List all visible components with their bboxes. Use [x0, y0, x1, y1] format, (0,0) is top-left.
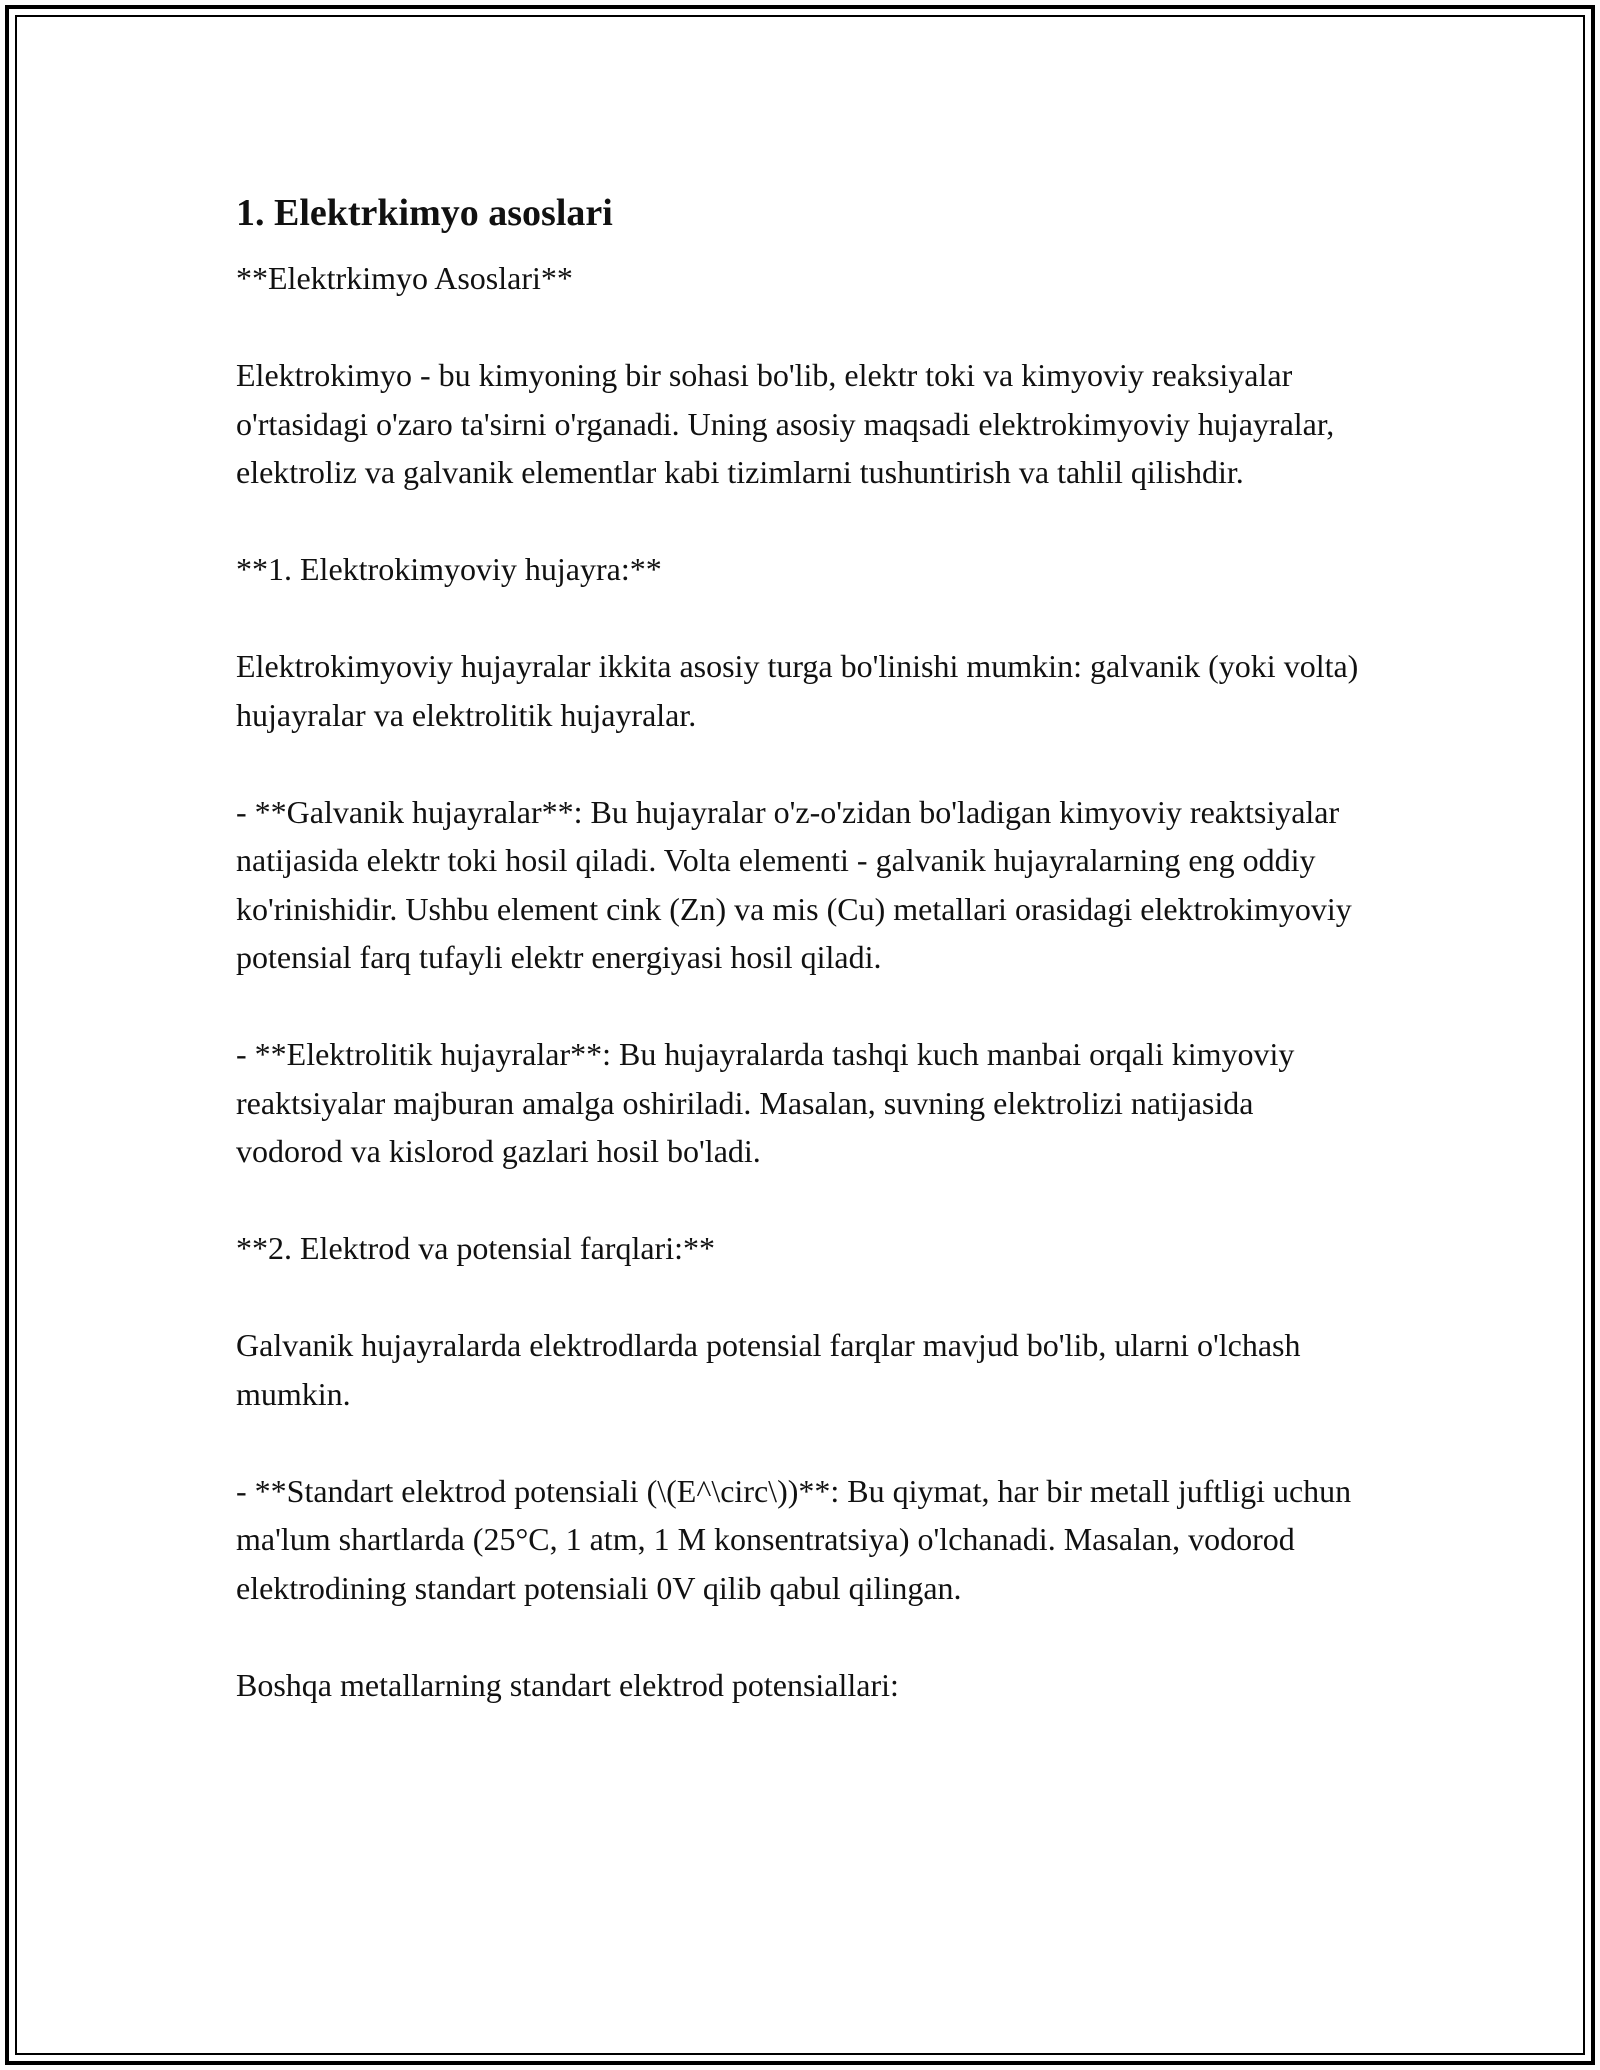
subheading-elektrkimyo-asoslari: **Elektrkimyo Asoslari** [236, 260, 573, 296]
document-body [236, 186, 1366, 1758]
section-heading-hujayra: **1. Elektrokimyoviy hujayra:** [236, 551, 662, 587]
potensial-paragraph: Galvanik hujayralarda elektrodlarda potensial farqlar mavjud bo'lib, ularni o'lchash mumkin. [236, 1327, 1301, 1412]
section-heading-potensial: **2. Elektrod va potensial farqlari:** [236, 1230, 715, 1266]
galvanik-list-item: - **Galvanik hujayralar**: Bu hujayralar o'z-o'zidan bo'ladigan kimyoviy reaktsiyalar natijasida elektr toki hosil qiladi. Volta elementi - galvanik hujayralarning eng oddiy ko'rinishidir. Ushbu element cink (Zn) va mis (Cu) metallari orasidagi elektrokimyoviy potensial farq tufayli elektr energiyasi hosil qiladi. [236, 793, 1352, 975]
elektrolitik-list-item: - **Elektrolitik hujayralar**: Bu hujayralarda tashqi kuch manbai orqali kimyoviy reaktsiyalar majburan amalga oshiriladi. Masalan, suvning elektrolizi natijasida vodorod va kislorod gazlari hosil bo'ladi. [236, 1036, 1295, 1169]
page-title: 1. Elektrkimyo asoslari [236, 192, 613, 234]
intro-paragraph: Elektrokimyo - bu kimyoning bir sohasi bo'lib, elektr toki va kimyoviy reaksiyalar o'rtasidagi o'zaro ta'sirni o'rganadi. Uning asosiy maqsadi elektrokimyoviy hujayralar, elektroliz va galvanik elementlar kabi tizimlarni tushuntirish va tahlil qilishdir. [236, 357, 1335, 490]
standart-potensial-list-item: - **Standart elektrod potensiali (\(E^\circ\))**: Bu qiymat, har bir metall juftligi uchun ma'lum shartlarda (25°C, 1 atm, 1 M konsentratsiya) o'lchanadi. Masalan, vodorod elektrodining standart potensiali 0V qilib qabul qilingan. [236, 1472, 1352, 1606]
boshqa-metallar-paragraph: Boshqa metallarning standart elektrod potensiallari: [236, 1666, 899, 1703]
hujayra-types-paragraph: Elektrokimyoviy hujayralar ikkita asosiy turga bo'linishi mumkin: galvanik (yoki volta) hujayralar va elektrolitik hujayralar. [236, 648, 1359, 733]
